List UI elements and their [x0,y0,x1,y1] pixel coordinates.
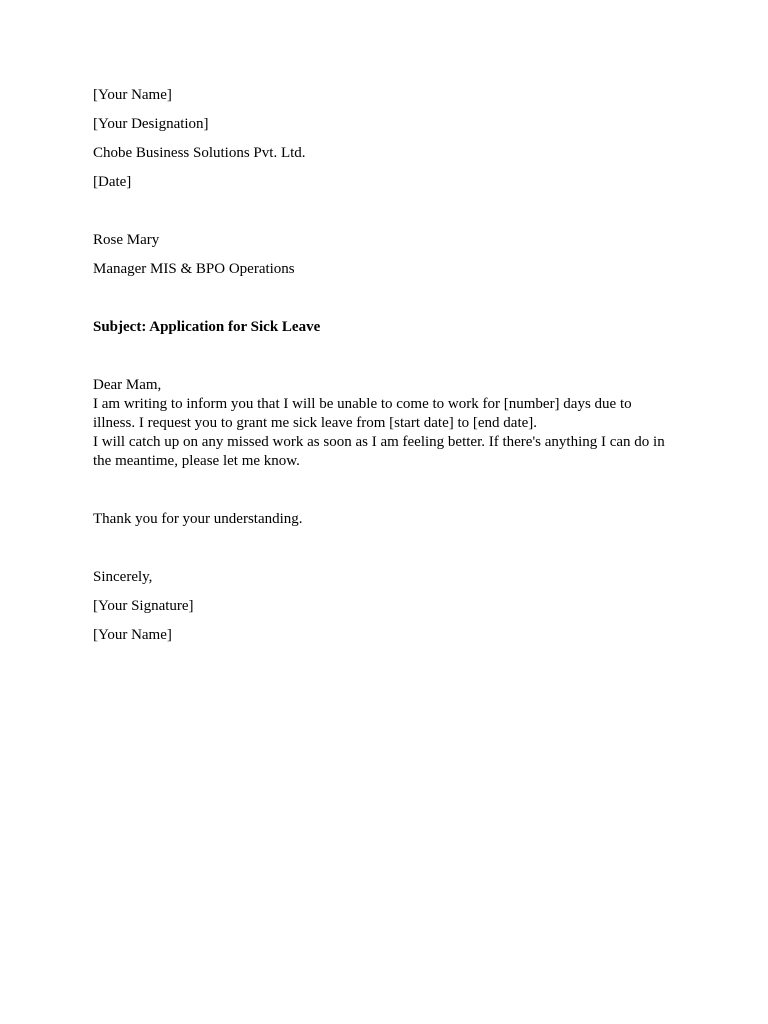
sender-designation: [Your Designation] [93,116,209,132]
body-paragraph-1: I am writing to inform you that I will be unable to come to work for [number] days due to illness. I request you to grant me sick leave from [start date] to [end date]. [93,396,632,431]
letter-document [93,86,673,645]
valediction: Sincerely, [93,569,153,585]
letter-subject: Subject: Application for Sick Leave [93,319,321,335]
closing-name: [Your Name] [93,627,172,643]
thanks-line: Thank you for your understanding. [93,511,303,527]
body-paragraph-2: I will catch up on any missed work as soon as I am feeling better. If there's anything I can do in the meantime, please let me know. [93,434,665,469]
sender-name: [Your Name] [93,87,172,103]
salutation: Dear Mam, [93,377,162,393]
recipient-name: Rose Mary [93,232,160,248]
sender-company: Chobe Business Solutions Pvt. Ltd. [93,145,306,161]
signature-placeholder: [Your Signature] [93,598,194,614]
recipient-title: Manager MIS & BPO Operations [93,261,295,277]
letter-date: [Date] [93,174,132,190]
